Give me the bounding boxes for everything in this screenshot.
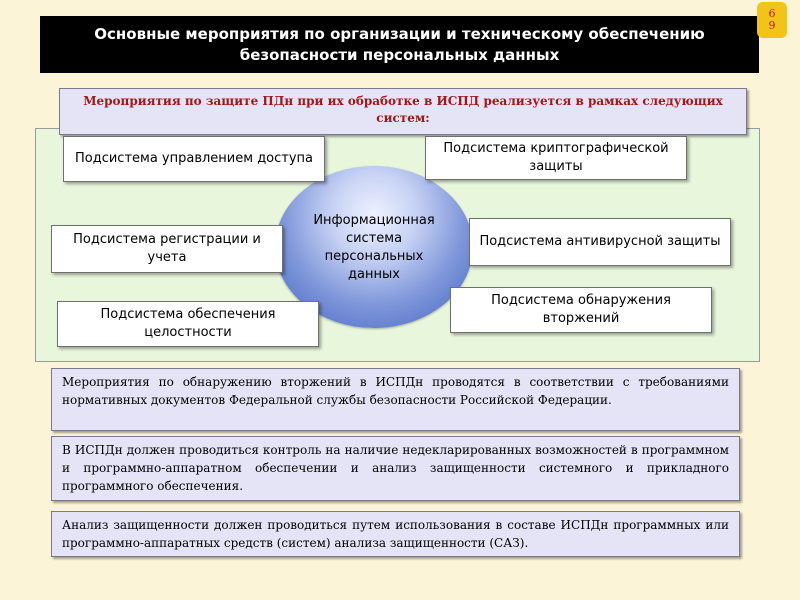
page-number-digit-2: 9 bbox=[768, 19, 776, 32]
title-line-1: Основные мероприятия по организации и техническому обеспечению bbox=[94, 24, 705, 43]
subsystem-integrity: Подсистема обеспечения целостности bbox=[57, 301, 319, 347]
subsystem-antivirus-protection: Подсистема антивирусной защиты bbox=[469, 218, 731, 266]
note-security-analysis: Анализ защищенности должен проводиться путем использования в составе ИСПДн программных или программно-аппаратных средств (систем) анализа защищенности (САЗ). bbox=[51, 511, 740, 557]
page-number-badge bbox=[757, 2, 787, 38]
subsystem-cryptographic-protection: Подсистема криптографической защиты bbox=[425, 136, 687, 180]
page-number-digit-1: 6 bbox=[768, 7, 776, 20]
subsystem-intrusion-detection: Подсистема обнаружения вторжений bbox=[450, 287, 712, 333]
intro-callout: Мероприятия по защите ПДн при их обработке в ИСПД реализуется в рамках следующих систем: bbox=[59, 88, 747, 135]
subsystem-registration-accounting: Подсистема регистрации и учета bbox=[51, 225, 283, 273]
note-intrusion-detection: Мероприятия по обнаружению вторжений в ИСПДн проводятся в соответствии с требованиями нормативных документов Федеральной службы безопасности Российской Федерации. bbox=[51, 368, 740, 431]
subsystem-access-control: Подсистема управлением доступа bbox=[63, 136, 325, 182]
ispdn-circle-label: Информационная система персональных данных bbox=[313, 213, 435, 282]
slide-title bbox=[40, 16, 759, 73]
title-line-2: безопасности персональных данных bbox=[239, 45, 560, 64]
note-undeclared-capabilities: В ИСПДн должен проводиться контроль на наличие недекларированных возможностей в программном и программно-аппаратном обеспечении и анализ защищенности системного и прикладного программного обеспечения. bbox=[51, 436, 740, 501]
